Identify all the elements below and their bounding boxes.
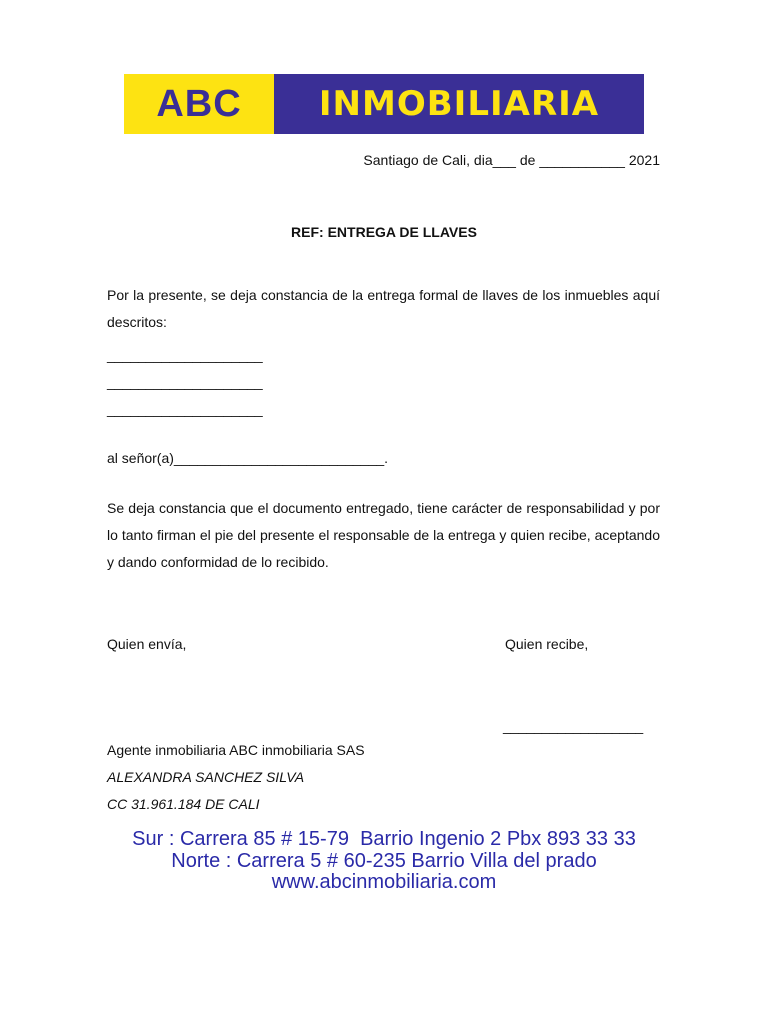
logo-inmobiliaria-block: INMOBILIARIA [274,74,644,134]
recipient-line: al señor(a)___________________________. [107,450,389,466]
reference-title: REF: ENTREGA DE LLAVES [291,224,477,240]
agent-name: ALEXANDRA SANCHEZ SILVA [107,769,305,785]
intro-paragraph: Por la presente, se deja constancia de la entrega formal de llaves de los inmuebles aquí descritos: [107,287,660,330]
footer-north-address: Norte : Carrera 5 # 60-235 Barrio Villa del prado [171,850,597,872]
property-blank-line-1: ____________________ [107,347,263,363]
sender-label: Quien envía, [107,636,187,652]
property-blank-line-3: ____________________ [107,401,263,417]
agent-line: Agente inmobiliaria ABC inmobiliaria SAS [107,742,365,758]
logo-abc-block: ABC [124,74,274,134]
receiver-label: Quien recibe, [505,636,589,652]
company-logo [124,74,644,134]
property-blank-line-2: ____________________ [107,374,263,390]
responsibility-paragraph: Se deja constancia que el documento entregado, tiene carácter de responsabilidad y por lo tanto firman el pie del presente el responsable de la entrega y quien recibe, aceptando y dando conformidad de lo recibido. [107,500,660,570]
footer-south-address: Sur : Carrera 85 # 15-79 Barrio Ingenio 2 Pbx 893 33 33 [132,828,636,850]
agent-id: CC 31.961.184 DE CALI [107,796,260,812]
footer-website: www.abcinmobiliaria.com [271,871,497,893]
receiver-signature-line: __________________ [503,718,644,734]
date-line: Santiago de Cali, dia___ de ___________ 2021 [363,152,660,168]
